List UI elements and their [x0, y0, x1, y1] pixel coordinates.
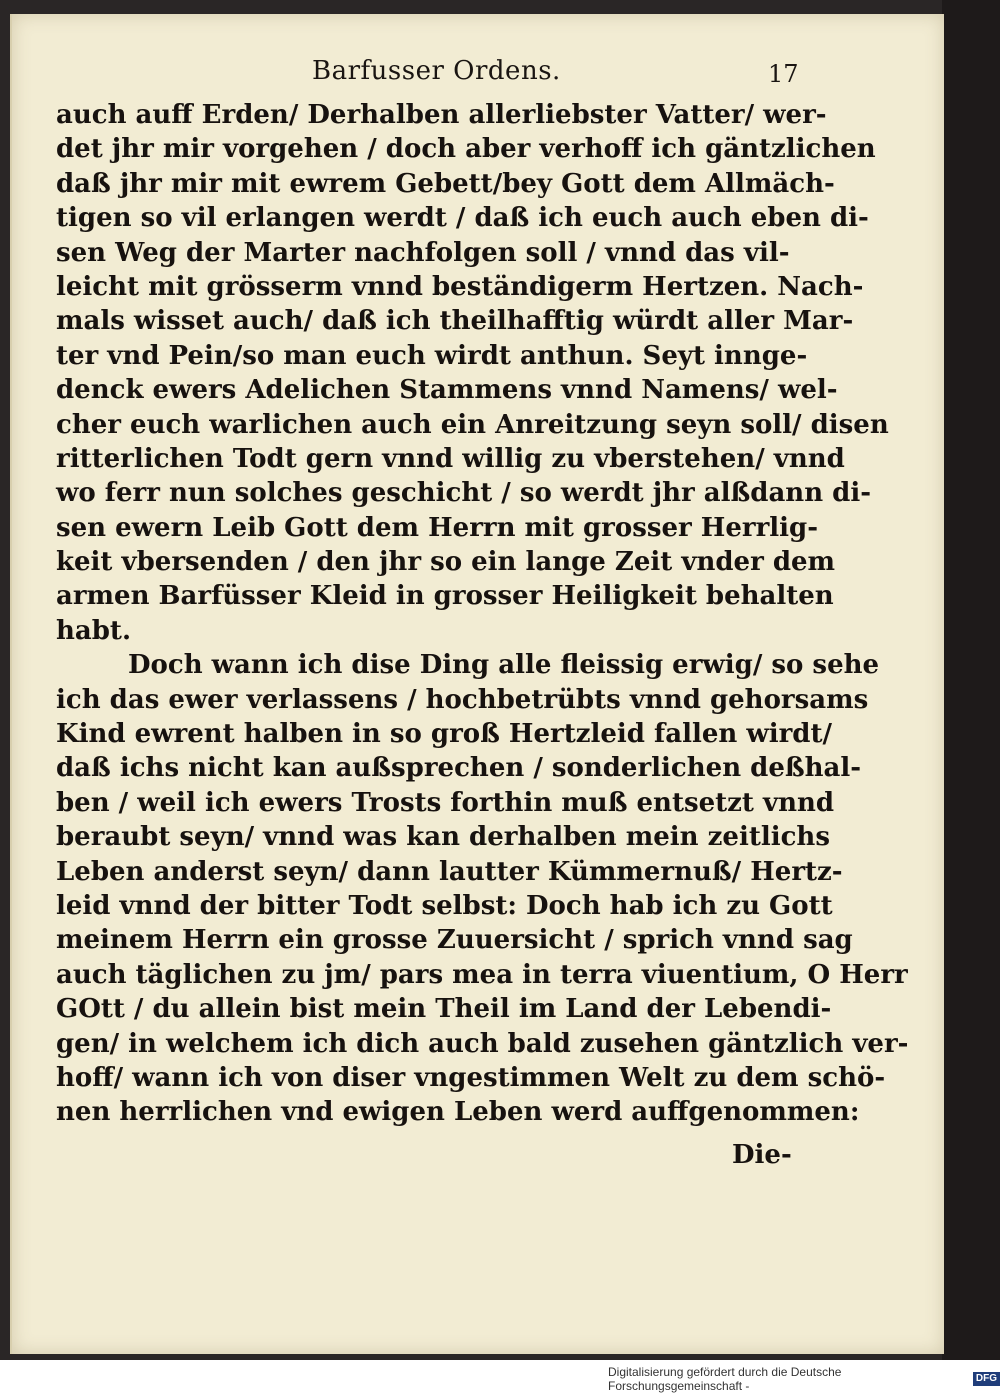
funding-credit-text: Digitalisierung gefördert durch die Deutsche Forschungsgemeinschaft -: [608, 1365, 842, 1393]
text-line: gen/ in welchem ich dich auch bald zusehen gäntzlich ver-: [56, 1028, 909, 1059]
text-line: cher euch warlichen auch ein Anreitzung seyn soll/ disen: [56, 409, 889, 440]
text-line: ritterlichen Todt gern vnnd willig zu vberstehen/ vnnd: [56, 443, 845, 474]
text-line: Doch wann ich dise Ding alle fleissig erwig/ so sehe: [128, 650, 880, 681]
text-line: armen Barfüsser Kleid in grosser Heiligkeit behalten: [56, 581, 834, 612]
text-line: daß ichs nicht kan außsprechen / sonderlichen deßhal-: [56, 753, 862, 784]
text-line: habt.: [56, 615, 131, 646]
text-line: leid vnnd der bitter Todt selbst: Doch hab ich zu Gott: [56, 890, 833, 921]
text-line: nen herrlichen vnd ewigen Leben werd auffgenommen:: [56, 1097, 860, 1128]
text-line: ter vnd Pein/so man euch wirdt anthun. Seyt innge-: [56, 340, 808, 371]
text-line: Leben anderst seyn/ dann lautter Kümmernuß/ Hertz-: [56, 856, 843, 887]
catchword: Die-: [732, 1140, 792, 1170]
text-line: mals wisset auch/ daß ich theilhafftig würdt aller Mar-: [56, 306, 854, 337]
running-head: Barfusser Ordens.: [312, 56, 561, 86]
footer-credit: [608, 1365, 1000, 1393]
dfg-logo: DFG: [973, 1372, 1000, 1386]
text-line: auch täglichen zu jm/ pars mea in terra viuentium, O Herr: [56, 959, 908, 990]
text-line: ben / weil ich ewers Trosts forthin muß entsetzt vnnd: [56, 787, 835, 818]
text-line: wo ferr nun solches geschicht / so werdt jhr alßdann di-: [56, 478, 872, 509]
body-text: [56, 98, 909, 1130]
text-line: beraubt seyn/ vnnd was kan derhalben mein zeitlichs: [56, 822, 830, 853]
text-line: keit vbersenden / den jhr so ein lange Zeit vnder dem: [56, 547, 836, 578]
text-line: tigen so vil erlangen werdt / daß ich euch auch eben di-: [56, 203, 869, 234]
text-line: hoff/ wann ich von diser vngestimmen Welt zu dem schö-: [56, 1062, 886, 1093]
text-line: Kind ewrent halben in so groß Hertzleid fallen wirdt/: [56, 719, 832, 750]
text-line: leicht mit grösserm vnnd beständigerm Hertzen. Nach-: [56, 271, 864, 302]
text-line: sen ewern Leib Gott dem Herrn mit grosser Herrlig-: [56, 512, 819, 543]
text-line: meinem Herrn ein grosse Zuuersicht / sprich vnnd sag: [56, 925, 853, 956]
scan-edge-strip: [942, 0, 1000, 1360]
page-number: 17: [768, 60, 799, 88]
text-line: auch auff Erden/ Derhalben allerliebster Vatter/ wer-: [56, 100, 827, 130]
text-line: denck ewers Adelichen Stammens vnnd Namens/ wel-: [56, 375, 838, 406]
text-line: ich das ewer verlassens / hochbetrübts vnnd gehorsams: [56, 684, 869, 715]
text-line: det jhr mir vorgehen / doch aber verhoff ich gäntzlichen: [56, 134, 876, 165]
text-line: sen Weg der Marter nachfolgen soll / vnnd das vil-: [56, 237, 790, 268]
text-line: daß jhr mir mit ewrem Gebett/bey Gott dem Allmäch-: [56, 168, 835, 199]
text-line: GOtt / du allein bist mein Theil im Land der Lebendi-: [56, 994, 832, 1025]
